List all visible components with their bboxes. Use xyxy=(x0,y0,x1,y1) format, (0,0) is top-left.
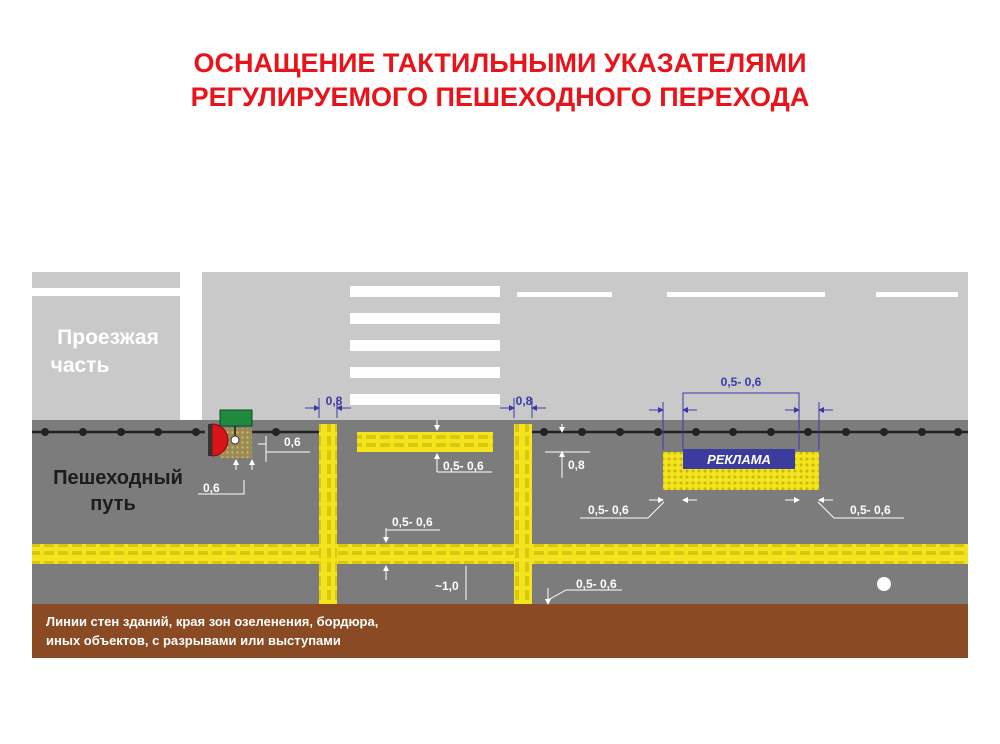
walkway-label-2: путь xyxy=(90,493,136,515)
dim-main-path-bottom: ~1,0 xyxy=(435,579,459,593)
walkway-area xyxy=(32,420,968,605)
dim-ad-top: 0,5- 0,6 xyxy=(720,375,762,389)
main-tactile-path xyxy=(32,544,968,564)
dim-main-path-top: 0,5- 0,6 xyxy=(392,515,433,529)
roadway-label-2: часть xyxy=(50,354,110,377)
dim-crossing-offset: 0,5- 0,6 xyxy=(443,459,484,473)
page-title-line-2: РЕГУЛИРУЕМОГО ПЕШЕХОДНОГО ПЕРЕХОДА xyxy=(190,82,810,112)
roadway-label-1: Проезжая xyxy=(57,326,159,349)
footer-label-1: Линии стен зданий, края зон озеленения, бордюра, xyxy=(46,614,379,629)
dim-ad-right: 0,5- 0,6 xyxy=(850,503,891,517)
left-tactile-strip xyxy=(319,424,337,604)
dim-right-strip-offset: 0,8 xyxy=(568,458,585,472)
white-dot-marker xyxy=(877,577,891,591)
right-tactile-strip xyxy=(514,424,532,604)
dim-strip-end: 0,5- 0,6 xyxy=(576,577,617,591)
crossing-warning-strip xyxy=(357,432,493,452)
dim-signal-bottom: 0,6 xyxy=(203,481,220,495)
footer-label-2: иных объектов, с разрывами или выступами xyxy=(46,633,341,648)
footer-band xyxy=(32,604,968,658)
lane-markings xyxy=(517,292,958,297)
side-road-line xyxy=(180,272,202,422)
page-title-line-1: ОСНАЩЕНИЕ ТАКТИЛЬНЫМИ УКАЗАТЕЛЯМИ xyxy=(193,48,807,78)
dim-left-strip-width: 0,8 xyxy=(325,394,343,408)
dim-right-strip-width: 0,8 xyxy=(515,394,533,408)
stop-line xyxy=(32,288,180,296)
ad-sign-label: РЕКЛАМА xyxy=(707,452,771,467)
dim-ad-left: 0,5- 0,6 xyxy=(588,503,629,517)
walkway-label-1: Пешеходный xyxy=(53,467,183,489)
dim-signal-right: 0,6 xyxy=(284,435,301,449)
